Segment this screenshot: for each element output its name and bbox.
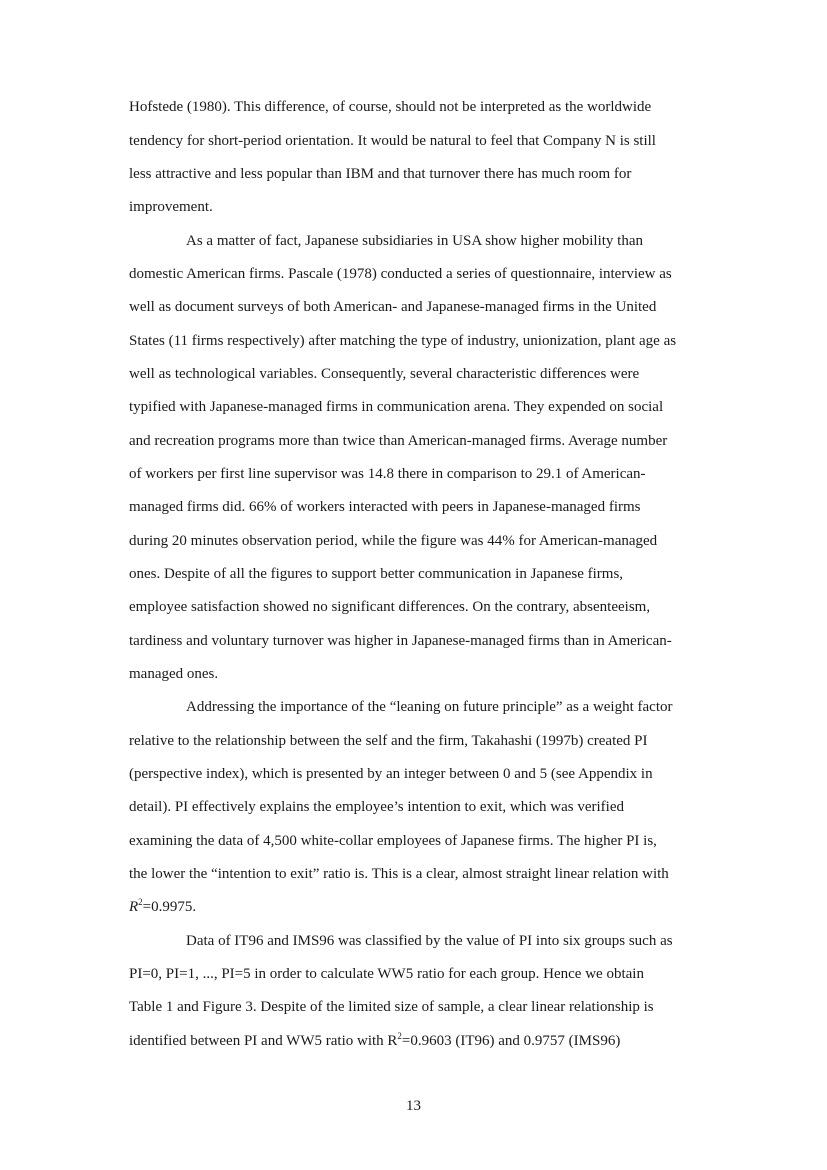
paragraph-first-line: Addressing the importance of the “leaning on future principle” as a weight factor — [186, 699, 673, 715]
text-line: well as technological variables. Consequently, several characteristic differences were — [129, 366, 640, 382]
text-line: PI=0, PI=1, ..., PI=5 in order to calculate WW5 ratio for each group. Hence we obtain — [129, 966, 644, 982]
text-line: Hofstede (1980). This difference, of course, should not be interpreted as the worldwide — [129, 99, 652, 115]
r-squared-value: =0.9975. — [142, 899, 197, 915]
text-line: States (11 firms respectively) after matching the type of industry, unionization, plant age as — [129, 333, 677, 349]
text-line: relative to the relationship between the self and the firm, Takahashi (1997b) created PI — [129, 733, 648, 749]
text-line: improvement. — [129, 199, 213, 215]
text-line: and recreation programs more than twice than American-managed firms. Average number — [129, 433, 668, 449]
text-line: tendency for short-period orientation. It would be natural to feel that Company N is still — [129, 133, 656, 149]
text-line: (perspective index), which is presented by an integer between 0 and 5 (see Appendix in — [129, 766, 653, 782]
r-symbol: R — [129, 899, 139, 915]
r-squared-line — [129, 897, 196, 917]
text-line: domestic American firms. Pascale (1978) conducted a series of questionnaire, interview as — [129, 266, 672, 282]
superscript-two: 2 — [138, 897, 143, 907]
text-line: ones. Despite of all the figures to support better communication in Japanese firms, — [129, 566, 624, 582]
text-line: Table 1 and Figure 3. Despite of the limited size of sample, a clear linear relationship is — [129, 999, 654, 1015]
text-line: employee satisfaction showed no significant differences. On the contrary, absenteeism, — [129, 599, 651, 615]
text-line: of workers per first line supervisor was 14.8 there in comparison to 29.1 of American- — [129, 466, 646, 482]
text-before: identified between PI and WW5 ratio with R — [129, 1033, 398, 1049]
text-line: during 20 minutes observation period, while the figure was 44% for American-managed — [129, 533, 658, 549]
text-line: managed ones. — [129, 666, 219, 682]
page-number: 13 — [406, 1098, 421, 1114]
paragraph-first-line: Data of IT96 and IMS96 was classified by the value of PI into six groups such as — [186, 933, 673, 949]
text-line: tardiness and voluntary turnover was higher in Japanese-managed firms than in American- — [129, 633, 672, 649]
text-after: =0.9603 (IT96) and 0.9757 (IMS96) — [401, 1033, 621, 1049]
superscript-two: 2 — [397, 1031, 402, 1041]
r-squared-line — [129, 1031, 620, 1051]
text-line: the lower the “intention to exit” ratio is. This is a clear, almost straight linear relation with — [129, 866, 669, 882]
text-line: managed firms did. 66% of workers interacted with peers in Japanese-managed firms — [129, 499, 641, 515]
text-line: examining the data of 4,500 white-collar employees of Japanese firms. The higher PI is, — [129, 833, 657, 849]
text-line: well as document surveys of both American- and Japanese-managed firms in the United — [129, 299, 657, 315]
text-line: typified with Japanese-managed firms in communication arena. They expended on social — [129, 399, 664, 415]
text-line: less attractive and less popular than IBM and that turnover there has much room for — [129, 166, 632, 182]
text-line: detail). PI effectively explains the employee’s intention to exit, which was verified — [129, 799, 624, 815]
paragraph-first-line: As a matter of fact, Japanese subsidiaries in USA show higher mobility than — [186, 233, 643, 249]
